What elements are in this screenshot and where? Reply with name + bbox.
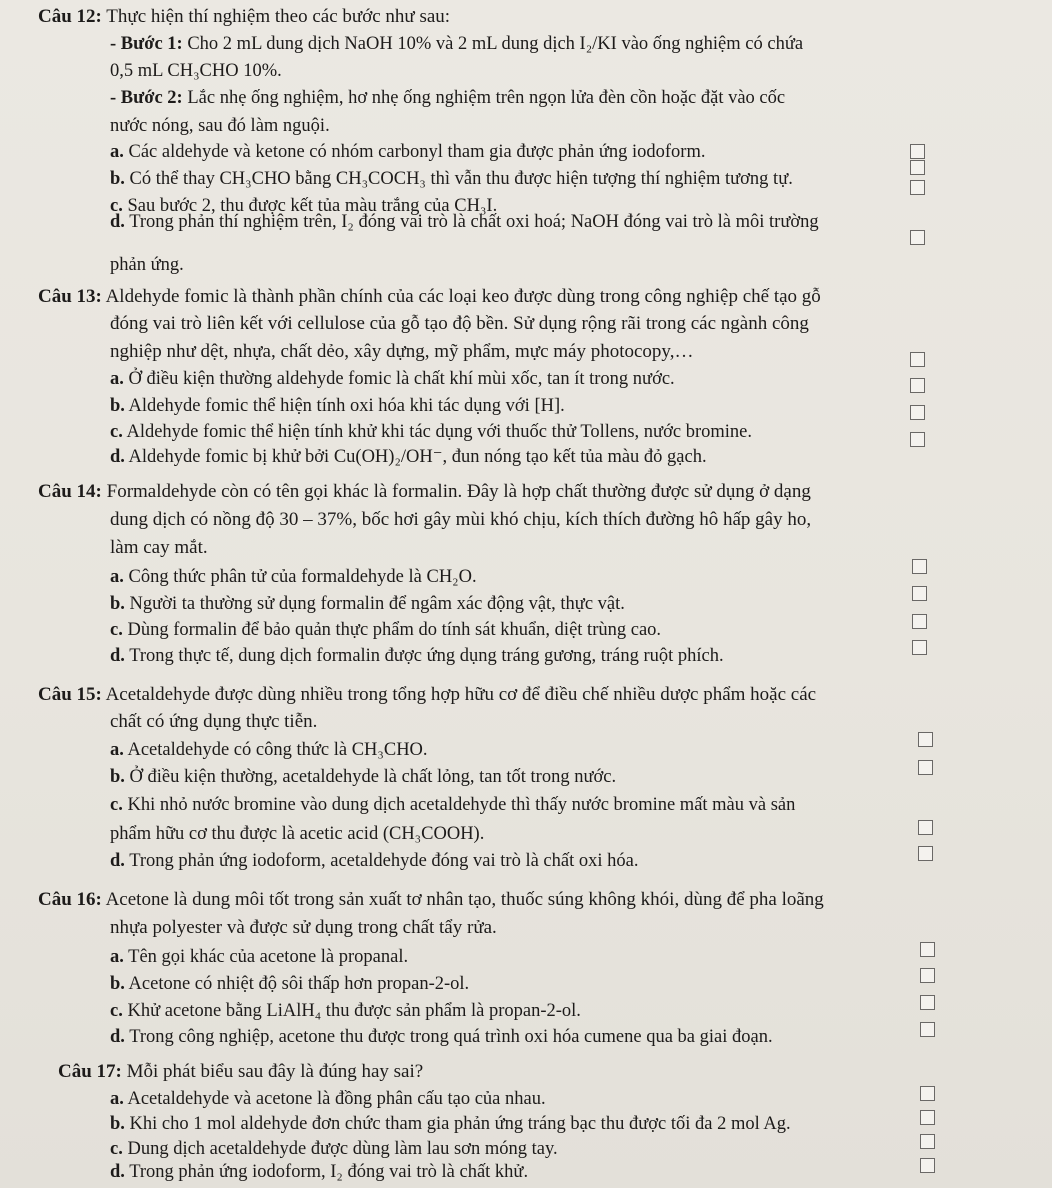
option-text: Trong công nghiệp, acetone thu được trong quá trình oxi hóa cumene qua ba giai đoạn. — [129, 1027, 773, 1047]
question-number: Câu 16: — [38, 889, 102, 910]
question-number: Câu 14: — [38, 481, 102, 502]
option-text: Người ta thường sử dụng formalin để ngâm xác động vật, thực vật. — [129, 594, 625, 614]
q15-option-c-line-2 — [110, 822, 484, 846]
q16-option-d — [110, 1025, 773, 1049]
question-number: Câu 15: — [38, 684, 102, 705]
option-text: Trong phản ứng iodoform, I₂ đóng vai trò là chất khử. — [129, 1162, 529, 1182]
step-text: nước nóng, sau đó làm nguội. — [110, 116, 330, 136]
question-stem: đóng vai trò liên kết với cellulose của gỗ tạo độ bền. Sử dụng rộng rãi trong các ngành công — [110, 313, 809, 334]
q16-option-c — [110, 999, 581, 1023]
q16-a-checkbox[interactable] — [920, 942, 935, 957]
question-16-line-1 — [38, 888, 824, 912]
option-text: Các aldehyde và ketone có nhóm carbonyl tham gia được phản ứng iodoform. — [128, 142, 706, 162]
question-14-line-2 — [110, 508, 811, 532]
q15-option-d — [110, 849, 638, 873]
option-label: d. — [110, 447, 125, 467]
q16-option-a — [110, 945, 408, 969]
option-text: Acetaldehyde có công thức là CH₃CHO. — [127, 740, 428, 760]
option-text: Acetone có nhiệt độ sôi thấp hơn propan-2-ol. — [128, 974, 470, 994]
q14-d-checkbox[interactable] — [912, 640, 927, 655]
option-label: a. — [110, 369, 124, 389]
option-text: Acetaldehyde và acetone là đồng phân cấu tạo của nhau. — [127, 1089, 546, 1109]
question-stem: Aldehyde fomic là thành phần chính của các loại keo được dùng trong công nghiệp chế tạo gỗ — [105, 286, 821, 307]
option-text: Có thể thay CH₃CHO bằng CH₃COCH₃ thì vẫn thu được hiện tượng thí nghiệm tương tự. — [129, 169, 793, 189]
q15-option-a — [110, 738, 428, 762]
option-label: c. — [110, 422, 123, 442]
q14-option-a — [110, 565, 477, 589]
option-label: b. — [110, 974, 125, 994]
question-number: Câu 13: — [38, 286, 102, 307]
step-label: - Bước 1: — [110, 34, 183, 54]
q13-option-a — [110, 367, 675, 391]
option-label: c. — [110, 1139, 123, 1159]
step-text: Cho 2 mL dung dịch NaOH 10% và 2 mL dung dịch I₂/KI vào ống nghiệm có chứa — [187, 34, 804, 54]
q14-b-checkbox[interactable] — [912, 586, 927, 601]
option-text: Trong phản ứng iodoform, acetaldehyde đóng vai trò là chất oxi hóa. — [129, 851, 639, 871]
option-label: b. — [110, 767, 125, 787]
q17-option-b — [110, 1112, 791, 1136]
option-text: Trong thực tế, dung dịch formalin được ứng dụng tráng gương, tráng ruột phích. — [129, 646, 724, 666]
option-label: d. — [110, 1027, 125, 1047]
q12-d-checkbox[interactable] — [910, 230, 925, 245]
q17-c-checkbox[interactable] — [920, 1134, 935, 1149]
option-text: Dung dịch acetaldehyde được dùng làm lau sơn móng tay. — [127, 1139, 558, 1159]
question-stem: nhựa polyester và được sử dụng trong chất tẩy rửa. — [110, 917, 497, 938]
q13-option-b — [110, 394, 565, 418]
question-stem: dung dịch có nồng độ 30 – 37%, bốc hơi gây mùi khó chịu, kích thích đường hô hấp gây ho, — [110, 509, 812, 530]
question-15-line-2 — [110, 710, 317, 734]
step-2-line-2 — [110, 114, 330, 138]
q12-option-d — [110, 210, 819, 234]
q12-option-a — [110, 140, 705, 164]
q16-option-b — [110, 972, 469, 996]
question-stem: Acetone là dung môi tốt trong sản xuất tơ nhân tạo, thuốc súng không khói, dùng để pha loãng — [105, 889, 824, 910]
question-13-line-2 — [110, 312, 809, 336]
q13-option-c — [110, 420, 752, 444]
q17-d-checkbox[interactable] — [920, 1158, 935, 1173]
q17-a-checkbox[interactable] — [920, 1086, 935, 1101]
q15-c-checkbox[interactable] — [918, 820, 933, 835]
option-text: Tên gọi khác của acetone là propanal. — [128, 947, 409, 967]
option-text: Trong phản thí nghiệm trên, I₂ đóng vai trò là chất oxi hoá; NaOH đóng vai trò là môi trường — [129, 212, 819, 232]
q17-option-d — [110, 1160, 528, 1184]
option-label: d. — [110, 1162, 125, 1182]
option-label: a. — [110, 1089, 124, 1109]
option-text: Aldehyde fomic bị khử bởi Cu(OH)₂/OH⁻, đun nóng tạo kết tủa màu đỏ gạch. — [128, 447, 707, 467]
option-label: b. — [110, 396, 125, 416]
option-label: a. — [110, 740, 124, 760]
question-15-line-1 — [38, 683, 816, 707]
q15-d-checkbox[interactable] — [918, 846, 933, 861]
question-number: Câu 17: — [58, 1061, 122, 1082]
q14-option-c — [110, 618, 661, 642]
option-label: d. — [110, 851, 125, 871]
question-14-line-3 — [110, 536, 208, 560]
q14-option-b — [110, 592, 625, 616]
q14-option-d — [110, 644, 724, 668]
question-17-line-1 — [58, 1060, 423, 1084]
question-14-line-1 — [38, 480, 811, 504]
option-label: b. — [110, 1114, 125, 1134]
question-stem: Acetaldehyde được dùng nhiều trong tổng hợp hữu cơ để điều chế nhiều dược phẩm hoặc các — [105, 684, 817, 705]
question-13-line-3 — [110, 340, 693, 364]
question-12-line-1 — [38, 5, 450, 29]
question-stem: Thực hiện thí nghiệm theo các bước như sau: — [106, 6, 451, 27]
option-text: Khi cho 1 mol aldehyde đơn chức tham gia phản ứng tráng bạc thu được tối đa 2 mol Ag. — [129, 1114, 791, 1134]
option-label: c. — [110, 196, 123, 216]
option-text: Công thức phân tử của formaldehyde là CH₂O. — [128, 567, 477, 587]
step-2-line — [110, 86, 785, 110]
option-label: c. — [110, 1001, 123, 1021]
option-label: c. — [110, 795, 123, 815]
option-label: b. — [110, 594, 125, 614]
option-text: phản ứng. — [110, 255, 184, 275]
q14-a-checkbox[interactable] — [912, 559, 927, 574]
q13-c-checkbox[interactable] — [910, 405, 925, 420]
q12-b-checkbox[interactable] — [910, 160, 925, 175]
question-stem: Formaldehyde còn có tên gọi khác là formalin. Đây là hợp chất thường được sử dụng ở dạng — [106, 481, 811, 502]
step-1-line-2 — [110, 59, 282, 83]
q12-c-checkbox[interactable] — [910, 180, 925, 195]
option-text: Khi nhỏ nước bromine vào dung dịch acetaldehyde thì thấy nước bromine mất màu và sản — [127, 795, 796, 815]
question-number: Câu 12: — [38, 6, 102, 27]
q16-b-checkbox[interactable] — [920, 968, 935, 983]
option-label: d. — [110, 646, 125, 666]
q17-option-a — [110, 1087, 546, 1111]
option-text: Sau bước 2, thu được kết tủa màu trắng của CH₃I. — [127, 196, 498, 216]
q15-option-b — [110, 765, 616, 789]
q17-b-checkbox[interactable] — [920, 1110, 935, 1125]
q15-option-c — [110, 793, 795, 817]
option-text: Aldehyde fomic thể hiện tính oxi hóa khi tác dụng với [H]. — [128, 396, 565, 416]
step-label: - Bước 2: — [110, 88, 183, 108]
step-1-line — [110, 32, 803, 56]
option-label: c. — [110, 620, 123, 640]
option-text: phẩm hữu cơ thu được là acetic acid (CH₃COOH). — [110, 824, 485, 844]
q17-option-c — [110, 1137, 558, 1161]
question-stem: nghiệp như dệt, nhựa, chất dẻo, xây dựng, mỹ phẩm, mực máy photocopy,… — [110, 341, 694, 362]
option-text: Ở điều kiện thường aldehyde fomic là chất khí mùi xốc, tan ít trong nước. — [128, 369, 675, 389]
q14-c-checkbox[interactable] — [912, 614, 927, 629]
option-label: d. — [110, 212, 125, 232]
question-16-line-2 — [110, 916, 497, 940]
q13-d-checkbox[interactable] — [910, 432, 925, 447]
option-text: Aldehyde fomic thể hiện tính khử khi tác dụng với thuốc thử Tollens, nước bromine. — [126, 422, 752, 442]
q12-a-checkbox[interactable] — [910, 144, 925, 159]
option-label: a. — [110, 142, 124, 162]
q16-c-checkbox[interactable] — [920, 995, 935, 1010]
option-text: Khử acetone bằng LiAlH₄ thu được sản phẩm là propan-2-ol. — [127, 1001, 581, 1021]
q13-option-d — [110, 445, 707, 469]
step-text: 0,5 mL CH₃CHO 10%. — [110, 61, 282, 81]
option-label: a. — [110, 947, 124, 967]
q15-a-checkbox[interactable] — [918, 732, 933, 747]
question-stem: chất có ứng dụng thực tiễn. — [110, 711, 318, 732]
step-text: Lắc nhẹ ống nghiệm, hơ nhẹ ống nghiệm trên ngọn lửa đèn cồn hoặc đặt vào cốc — [187, 88, 786, 108]
option-label: b. — [110, 169, 125, 189]
option-text: Dùng formalin để bảo quản thực phẩm do tính sát khuẩn, diệt trùng cao. — [127, 620, 662, 640]
option-label: a. — [110, 567, 124, 587]
q12-option-d-line-2 — [110, 253, 184, 277]
q15-b-checkbox[interactable] — [918, 760, 933, 775]
question-stem: Mỗi phát biểu sau đây là đúng hay sai? — [126, 1061, 424, 1082]
option-text: Ở điều kiện thường, acetaldehyde là chất lỏng, tan tốt trong nước. — [129, 767, 617, 787]
q16-d-checkbox[interactable] — [920, 1022, 935, 1037]
q13-b-checkbox[interactable] — [910, 378, 925, 393]
question-13-line-1 — [38, 285, 821, 309]
q12-option-b — [110, 167, 793, 191]
q13-a-checkbox[interactable] — [910, 352, 925, 367]
question-stem: làm cay mắt. — [110, 537, 208, 558]
